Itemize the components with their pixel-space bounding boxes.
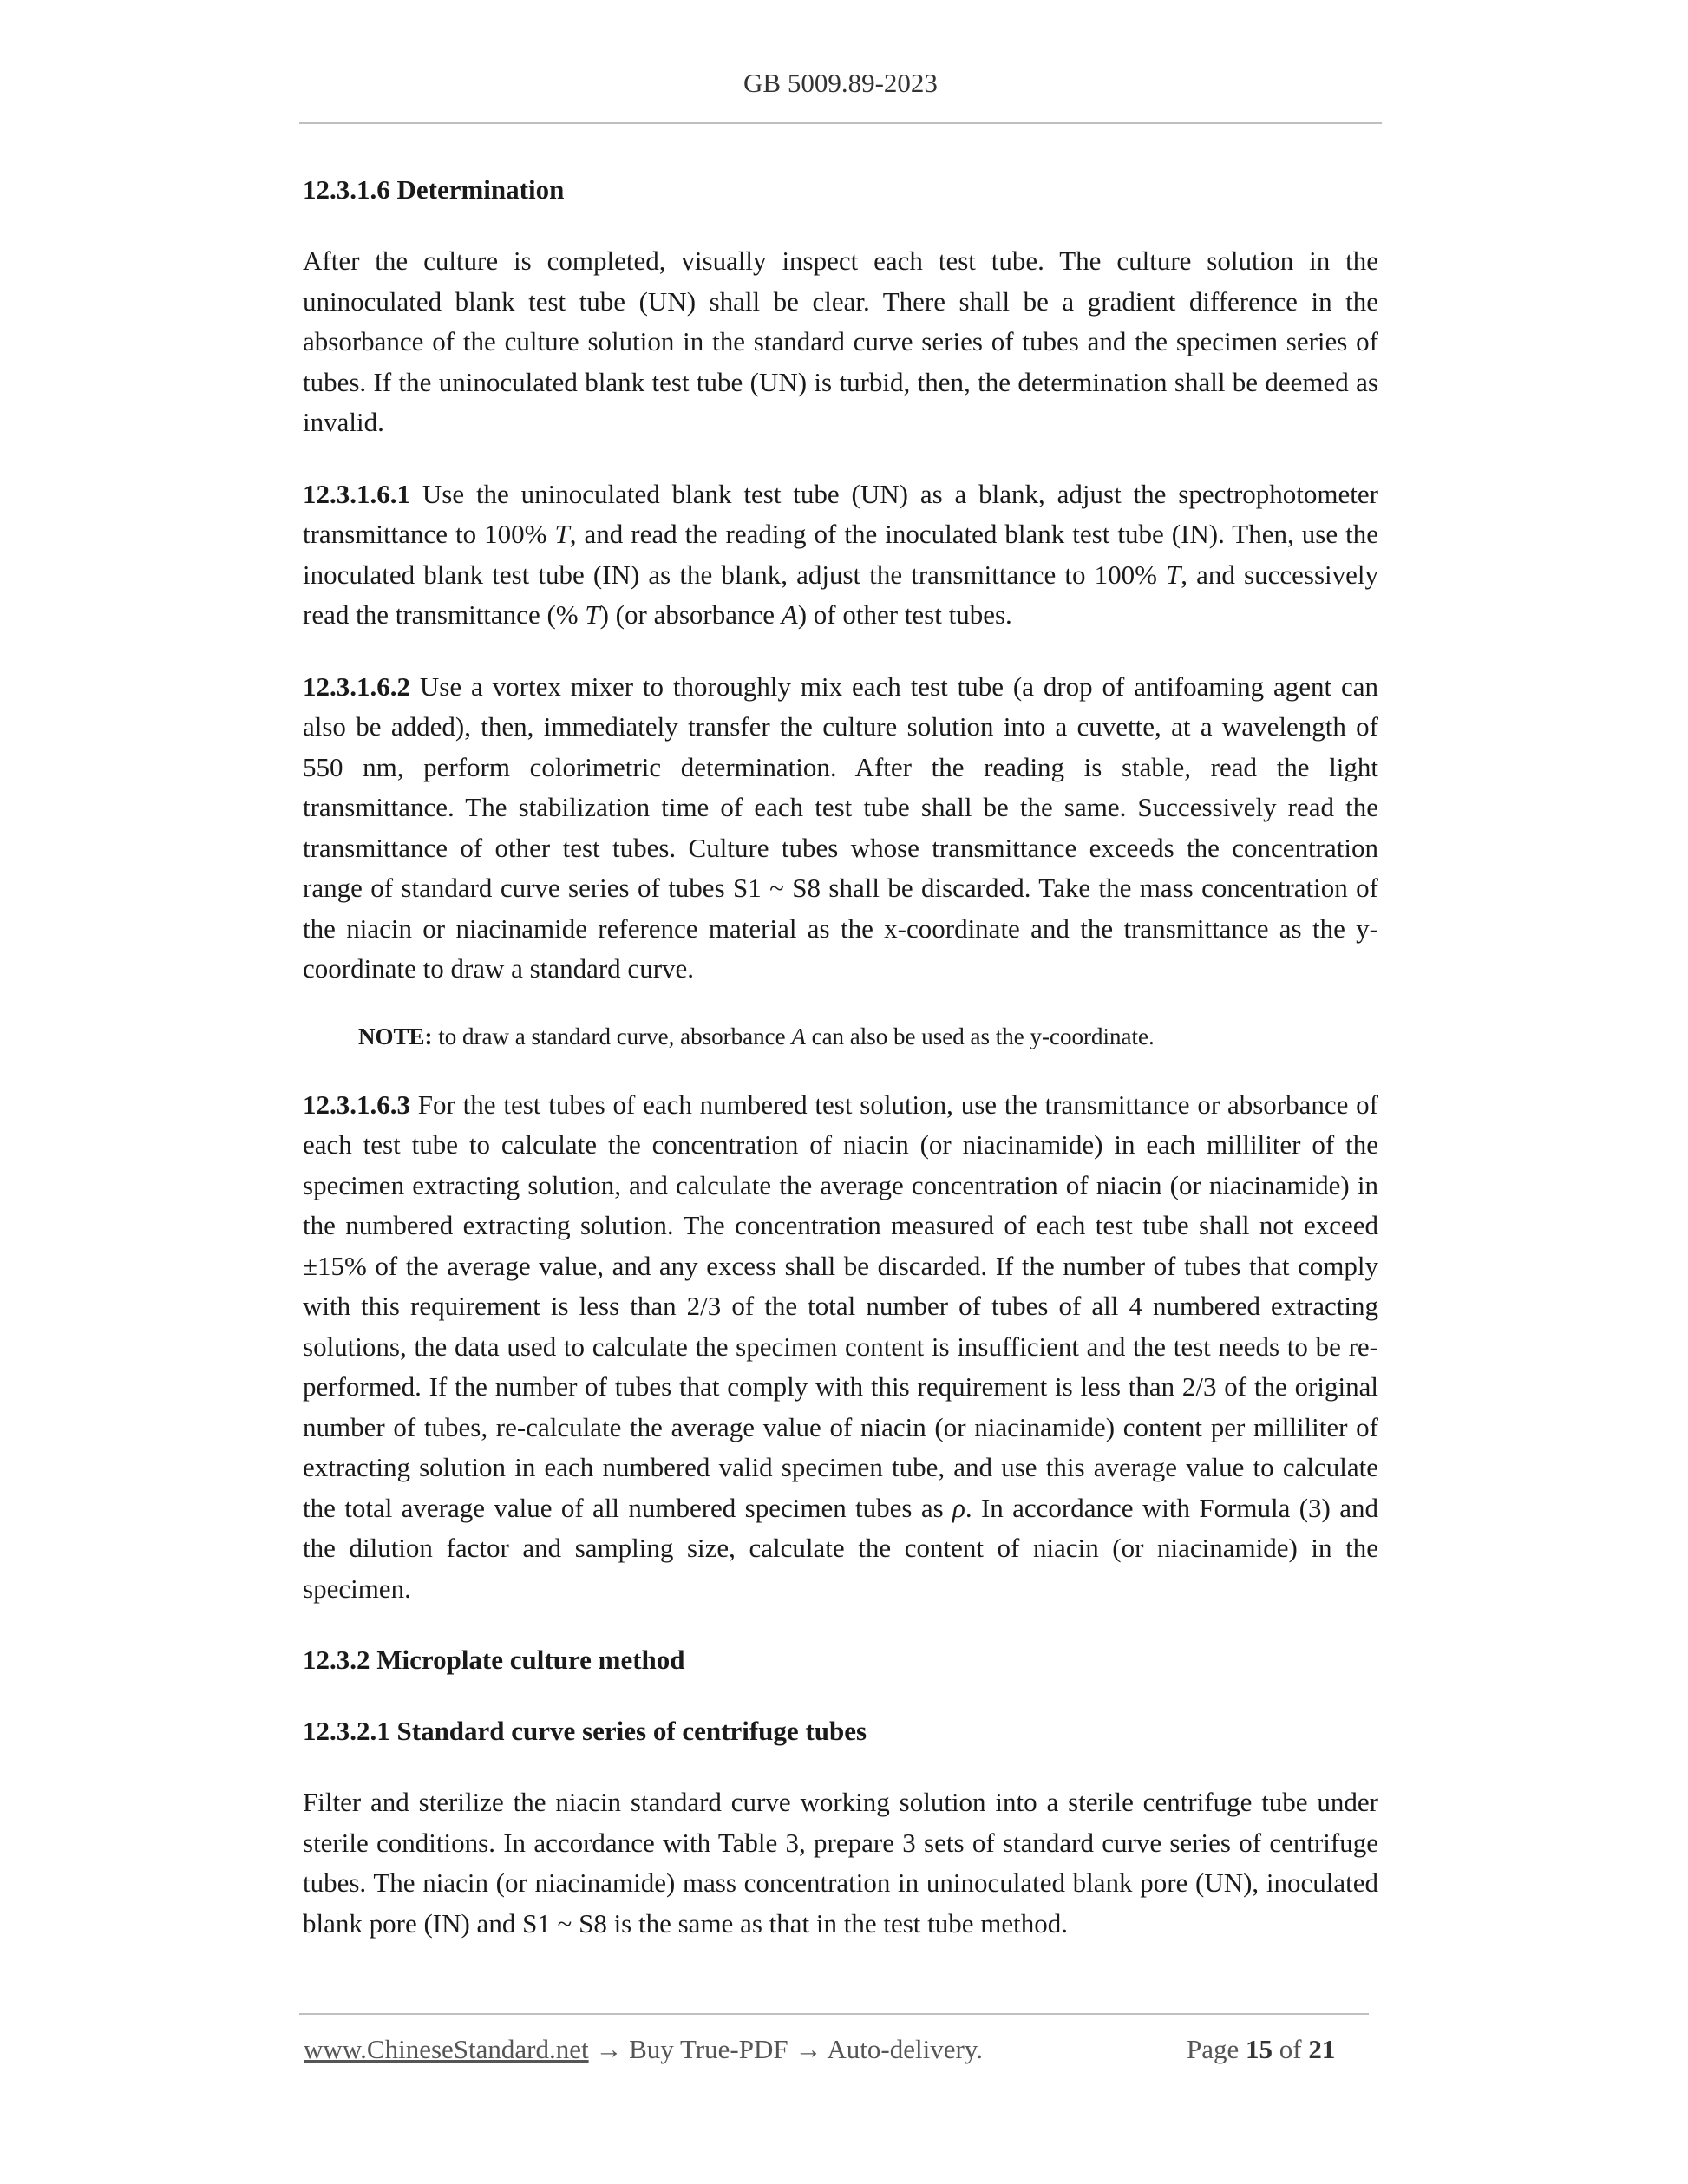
italic-symbol: A — [781, 599, 798, 630]
italic-symbol: T — [1166, 559, 1181, 590]
section-heading-12-3-2-1: 12.3.2.1 Standard curve series of centrifuge tubes — [303, 1716, 867, 1746]
header-divider — [299, 122, 1382, 124]
italic-symbol: ρ — [952, 1492, 965, 1523]
clause-number: 12.3.1.6.1 — [303, 478, 410, 509]
paragraph-12-3-1-6-2 — [303, 667, 1378, 990]
italic-symbol: A — [791, 1023, 806, 1049]
of-label: of — [1279, 2034, 1302, 2064]
paragraph-intro: After the culture is completed, visually inspect each test tube. The culture solution in the uninoculated blank test tube (UN) shall be clear. There shall be a gradient difference in the absorbance of the culture solution in the standard curve series of tubes and the specimen series of tubes. If the uninoculated blank test tube (UN) is turbid, then, the determination shall be deemed as invalid. — [303, 245, 1378, 437]
italic-symbol: T — [554, 519, 570, 549]
clause-number: 12.3.1.6.3 — [303, 1089, 410, 1120]
text-run: ) of other test tubes. — [797, 599, 1012, 630]
text-run: can also be used as the y-coordinate. — [805, 1023, 1155, 1049]
footer-left — [304, 2034, 983, 2065]
text-run: , and read the reading of the inoculated blank test tube (IN). Then, use the inoculated blank test tube (IN) as the blank, adjust the transmittance to 100% — [303, 519, 1378, 590]
buy-pdf-text: Buy True-PDF — [629, 2034, 788, 2064]
paragraph-standard-curve: Filter and sterilize the niacin standard curve working solution into a sterile centrifuge tube under sterile conditions. In accordance with Table 3, prepare 3 sets of standard curve series of centrifuge tubes. The niacin (or niacinamide) mass concentration in uninoculated blank pore (UN), inoculated blank pore (IN) and S1 ~ S8 is the same as that in the test tube method. — [303, 1787, 1378, 1939]
page-number: 15 — [1246, 2034, 1273, 2064]
note — [358, 1019, 1378, 1054]
document-code: GB 5009.89-2023 — [743, 68, 938, 98]
arrow-icon: → — [788, 2034, 828, 2064]
section-heading-12-3-2: 12.3.2 Microplate culture method — [303, 1645, 685, 1675]
italic-symbol: T — [585, 599, 600, 630]
paragraph-12-3-1-6-1 — [303, 474, 1378, 636]
text-run: . In accordance with Formula (3) and the dilution factor and sampling size, calculate the content of niacin (or niacinamide) in the specimen. — [303, 1492, 1378, 1604]
text-run: , and successively read the transmittance (% — [303, 559, 1378, 630]
text-run: ) (or absorbance — [599, 599, 782, 630]
total-pages: 21 — [1308, 2034, 1336, 2064]
arrow-icon: → — [588, 2034, 630, 2064]
text-run: For the test tubes of each numbered test solution, use the transmittance or absorbance of each test tube to calculate the concentration of niacin (or niacinamide) in each milliliter of the specimen extracting solution, and calculate the average concentration of niacin (or niacinamide) in the numbered extracting solution. The concentration measured of each test tube shall not exceed ±15% of the average value, and any excess shall be discarded. If the number of tubes that comply with this requirement is less than 2/3 of the total number of tubes of all 4 numbered extracting solutions, the data used to calculate the specimen content is insufficient and the test needs to be re-performed. If the number of tubes that comply with this requirement is less than 2/3 of the original number of tubes, re-calculate the average value of niacin (or niacinamide) content per milliliter of extracting solution in each numbered valid specimen tube, and use this average value to calculate the total average value of all numbered specimen tubes as — [303, 1089, 1378, 1523]
footer-divider — [299, 2013, 1369, 2015]
section-heading-12-3-1-6: 12.3.1.6 Determination — [303, 174, 565, 205]
clause-number: 12.3.1.6.2 — [303, 670, 410, 702]
document-body — [303, 170, 1378, 1975]
text-run: Use the uninoculated blank test tube (UN) as a blank, adjust the spectrophotometer transmittance to 100% — [303, 478, 1378, 549]
text-run: to draw a standard curve, absorbance — [432, 1023, 792, 1049]
text-run: Use a vortex mixer to thoroughly mix each test tube (a drop of antifoaming agent can also be added), then, immediately transfer the culture solution into a cuvette, at a wavelength of 550 nm, perform colorimetric determination. After the reading is stable, read the light transmittance. The stabilization time of each test tube shall be the same. Successively read the transmittance of other test tubes. Culture tubes whose transmittance exceeds the concentration range of standard curve series of tubes S1 ~ S8 shall be discarded. Take the mass concentration of the niacin or niacinamide reference material as the x-coordinate and the transmittance as the y-coordinate to draw a standard curve. — [303, 670, 1378, 984]
document-header — [299, 68, 1382, 99]
website-link[interactable]: www.ChineseStandard.net — [304, 2034, 589, 2064]
page-label: Page — [1187, 2034, 1240, 2064]
note-label: NOTE: — [358, 1023, 433, 1049]
page-indicator — [1187, 2034, 1335, 2065]
paragraph-12-3-1-6-3 — [303, 1085, 1378, 1610]
auto-delivery-text: Auto-delivery. — [827, 2034, 984, 2064]
